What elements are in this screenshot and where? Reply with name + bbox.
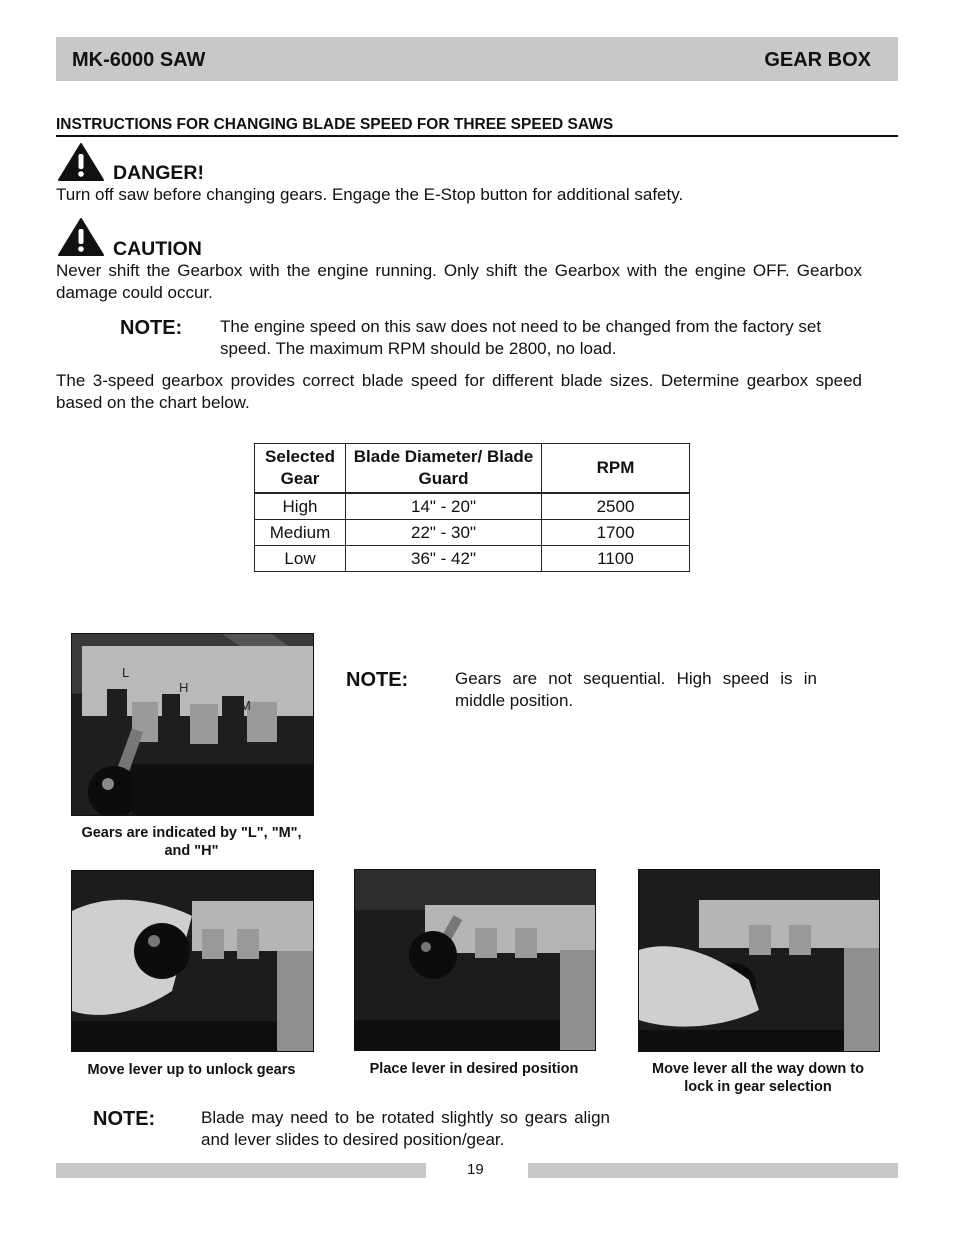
- note-blade-rotation-text: Blade may need to be rotated slightly so gears align and lever slides to desired position/gear.: [201, 1108, 610, 1149]
- lock-lever-photo: [638, 869, 880, 1052]
- danger-text: Turn off saw before changing gears. Engage the E-Stop button for additional safety.: [56, 185, 684, 204]
- table-cell: Low: [255, 546, 346, 572]
- table-cell: 36" - 42": [346, 546, 542, 572]
- step-caption: Move lever up to unlock gears: [87, 1062, 296, 1078]
- caution-text: Never shift the Gearbox with the engine running. Only shift the Gearbox with the engine OFF. Gearbox damage could occur.: [56, 261, 862, 302]
- table-cell: 2500: [542, 493, 690, 520]
- note-label: NOTE:: [120, 317, 183, 339]
- gearbox-intro-text: The 3-speed gearbox provides correct blade speed for different blade sizes. Determine gearbox speed based on the chart below.: [56, 371, 862, 412]
- table-row: [255, 520, 690, 546]
- note-engine-speed-text: The engine speed on this saw does not need to be changed from the factory set speed. The maximum RPM should be 2800, no load.: [220, 317, 822, 358]
- gear-photo-caption: Gears are indicated by "L", "M", and "H": [81, 825, 302, 859]
- header-bar: [56, 37, 898, 81]
- column-header: RPM: [542, 444, 690, 494]
- section-title: INSTRUCTIONS FOR CHANGING BLADE SPEED FOR THREE SPEED SAWS: [56, 116, 898, 137]
- table-row: [255, 493, 690, 520]
- warning-triangle-icon: [57, 217, 105, 257]
- caution-title: CAUTION: [113, 238, 202, 260]
- table-cell: 1100: [542, 546, 690, 572]
- step-caption: Move lever all the way down to lock in gear selection: [652, 1061, 864, 1095]
- footer-bar-right: [528, 1163, 898, 1178]
- step-caption: Place lever in desired position: [369, 1061, 579, 1077]
- gear-label: M: [240, 698, 251, 713]
- table-cell: High: [255, 493, 346, 520]
- footer-bar-left: [56, 1163, 426, 1178]
- table-cell: 14" - 20": [346, 493, 542, 520]
- manual-title: MK-6000 SAW: [72, 49, 206, 71]
- table-row: [255, 546, 690, 572]
- note-label: NOTE:: [93, 1108, 156, 1130]
- gear-indicator-photo: [71, 633, 314, 816]
- column-header: Blade Diameter/ Blade Guard: [346, 444, 542, 494]
- select-position-photo: [354, 869, 596, 1051]
- unlock-lever-photo: [71, 870, 314, 1052]
- warning-triangle-icon: [57, 142, 105, 182]
- gear-speed-table: [254, 443, 690, 572]
- table-cell: Medium: [255, 520, 346, 546]
- page-number: 19: [467, 1161, 484, 1178]
- table-cell: 1700: [542, 520, 690, 546]
- gear-label: L: [122, 665, 130, 680]
- chapter-title: GEAR BOX: [764, 49, 871, 71]
- danger-title: DANGER!: [113, 162, 204, 184]
- table-header-row: [255, 444, 690, 494]
- table-cell: 22" - 30": [346, 520, 542, 546]
- note-gear-order-text: Gears are not sequential. High speed is in middle position.: [455, 669, 817, 710]
- column-header: Selected Gear: [255, 444, 346, 494]
- gear-label: H: [179, 680, 189, 695]
- note-label: NOTE:: [346, 669, 409, 691]
